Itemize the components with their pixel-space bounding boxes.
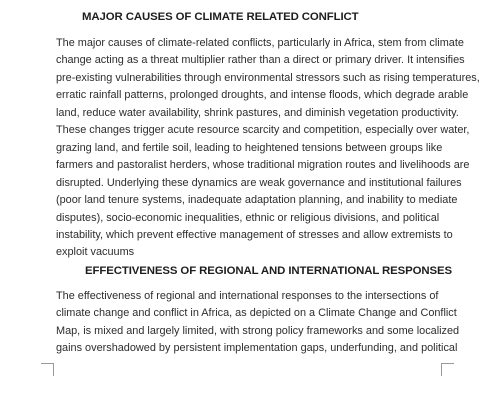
text-line: These changes trigger acute resource scarcity and competition, especially over water, xyxy=(56,124,470,137)
section-heading-major-causes: MAJOR CAUSES OF CLIMATE RELATED CONFLICT xyxy=(82,11,359,23)
text-line: erratic rainfall patterns, prolonged droughts, and intense floods, which degrade arable xyxy=(56,89,469,102)
text-line: disputes), socio-economic inequalities, ethnic or religious divisions, and political xyxy=(56,211,440,224)
text-line: disrupted. Underlying these dynamics are weak governance and institutional failures xyxy=(56,176,462,189)
text-line: instability, which prevent effective management of stresses and allow extremists to xyxy=(56,228,453,241)
text-line: farmers and pastoralist herders, whose traditional migration routes and livelihoods are xyxy=(56,159,470,172)
text-line: (poor land tenure systems, inadequate adaptation planning, and inability to mediate xyxy=(56,194,458,207)
text-line: The effectiveness of regional and international responses to the intersections of xyxy=(56,290,439,302)
section-paragraph-major-causes xyxy=(56,35,480,262)
page-margin-corner-mark-left xyxy=(41,363,54,376)
text-line: climate change and conflict in Africa, as depicted on a Climate Change and Conflict xyxy=(56,307,457,320)
text-line: grazing land, and fertile soil, leading to heightened tensions between groups like xyxy=(56,141,443,154)
text-line: gains overshadowed by persistent implementation gaps, underfunding, and political xyxy=(56,342,458,355)
section-paragraph-effectiveness xyxy=(56,288,460,358)
text-line: land, reduce water availability, shrink pastures, and diminish vegetation productivity. xyxy=(56,106,459,119)
text-line: exploit vacuums xyxy=(56,246,135,259)
text-line: change acting as a threat multiplier rather than a direct or primary driver. It intensifies xyxy=(56,54,465,67)
text-line: Map, is mixed and largely limited, with strong policy frameworks and some localized xyxy=(56,324,460,337)
text-line: pre-existing vulnerabilities through environmental stressors such as rising temperatures, xyxy=(56,71,480,84)
section-heading-effectiveness: EFFECTIVENESS OF REGIONAL AND INTERNATIONAL RESPONSES xyxy=(85,265,453,277)
page-margin-corner-mark-right xyxy=(441,363,454,376)
text-line: The major causes of climate-related conflicts, particularly in Africa, stem from climate xyxy=(56,37,464,49)
